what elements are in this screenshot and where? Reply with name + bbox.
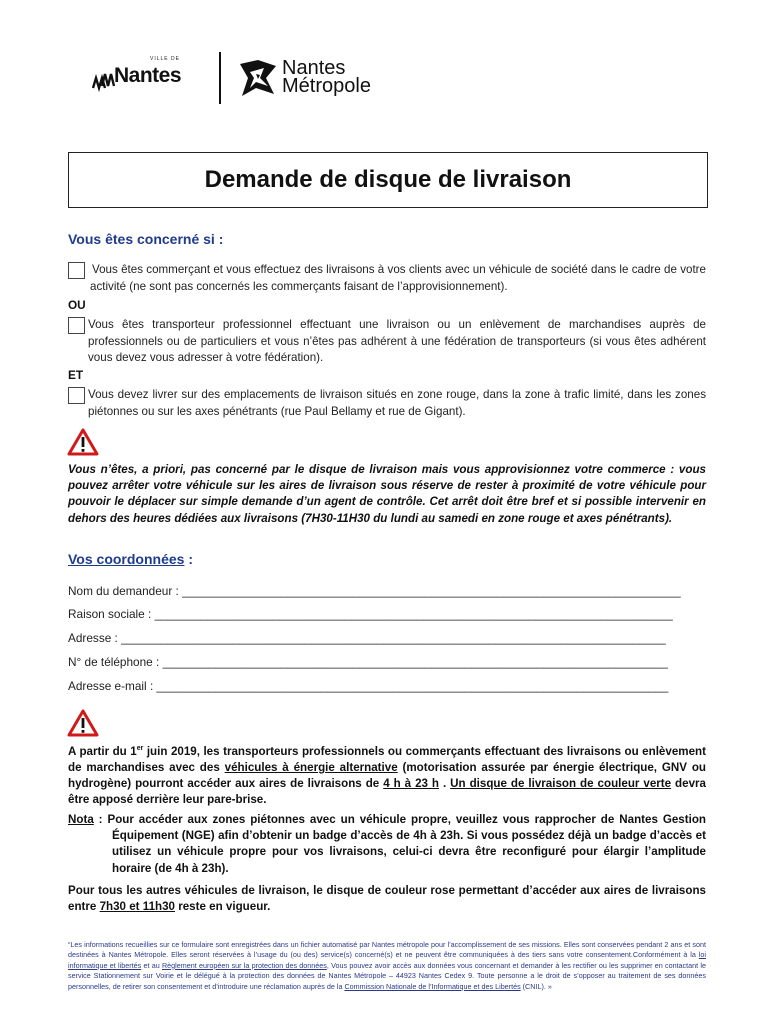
info-p3-hours: 7h30 et 11h30 [99, 900, 175, 914]
field-adresse-label: Adresse : [68, 631, 122, 645]
option1-checkbox[interactable] [68, 262, 85, 279]
option3-checkbox[interactable] [68, 387, 85, 404]
concerned-heading: Vous êtes concerné si : [68, 231, 224, 247]
option2-checkbox[interactable] [68, 317, 85, 334]
nota-paragraph [68, 812, 706, 877]
field-telephone-line[interactable]: _____________________________________________________________________________ [162, 655, 668, 669]
field-email[interactable] [68, 679, 692, 693]
energie-alternative-paragraph [68, 741, 706, 809]
field-nom[interactable] [68, 584, 692, 598]
warning-icon-2 [67, 709, 99, 737]
option2-text: Vous êtes transporteur professionnel effectuant une livraison ou un enlèvement de marchandises auprès de professionnels ou de particuliers et vous n’êtes pas adhérent à une fédération de transporteurs (si vous êtes adhérent vous devez vous adresser à votre fédération). [88, 318, 706, 364]
field-adresse-line[interactable]: ___________________________________________________________________________________ [121, 631, 666, 645]
field-nom-label: Nom du demandeur : [68, 584, 183, 598]
warning-approvisionnement-text: Vous n’êtes, a priori, pas concerné par le disque de livraison mais vous approvisionnez votre commerce : vous pouvez arrêter votre véhicule sur les aires de livraison sous réserve de rester à proximité de votre véhicule pour pouvoir le déplacer sur simple demande d’un agent de contrôle. Cet arrêt doit être bref et si possible intervenir en dehors des heures dédiées aux livraisons (7H30-11H30 du lundi au samedi en zone rouge et axes pénétrants). [68, 463, 706, 525]
info-p1-d: . [439, 777, 451, 791]
coords-heading [68, 551, 193, 567]
info-p3-b: reste en vigueur. [175, 900, 271, 914]
coords-heading-suffix: : [184, 551, 193, 567]
ville-name: Nantes [114, 64, 182, 87]
ville-de-nantes-logo [92, 56, 202, 96]
or-label: OU [68, 298, 86, 312]
loi-informatique-link[interactable]: loi informatique et libertés [68, 950, 706, 970]
and-label: ET [68, 368, 84, 382]
field-email-line[interactable]: ______________________________________________________________________________ [156, 679, 669, 693]
logo-divider [219, 52, 221, 104]
footer-d: (CNIL). » [520, 981, 552, 991]
metropole-line2: Métropole [282, 75, 371, 97]
rgpd-link[interactable]: Règlement européen sur la protection des données [161, 960, 327, 970]
footer-b: et au [141, 960, 162, 970]
field-raison-label: Raison sociale : [68, 607, 155, 621]
warning-icon [67, 428, 99, 456]
info-p1-b: juin 2019, les transporteurs professionnels ou commerçants effectuant des livraisons ou enlèvement de marchandises avec des [68, 744, 706, 775]
info-p1-e: devra être apposé derrière leur pare-brise. [68, 777, 706, 807]
page-title: Demande de disque de livraison [204, 166, 572, 193]
disque-rose-paragraph [68, 883, 706, 915]
option1-text: Vous êtes commerçant et vous effectuez des livraisons à vos clients avec un véhicule de société dans le cadre de votre activité (ne sont pas concernés les commerçants faisant de l’approvisionnement). [90, 263, 706, 293]
field-nom-line[interactable]: ____________________________________________________________________________ [182, 584, 681, 598]
info-p1-hours: 4 h à 23 h [383, 777, 440, 791]
ville-de-label: VILLE DE [150, 56, 180, 62]
footer-c: , Vous pouvez avoir accès aux données vous concernant et demander à les rectifier ou les supprimer en contactant le service Stationnement sur Voirie et le délégué à la protection des données de Nantes Métropole – 44923 Nantes Cedex 9. Toute personne a le droit de s’opposer au traitement de ses données personnelles, de retirer son consentement et d’introduire une réclamation auprès de la [68, 960, 706, 991]
metropole-emblem-icon [236, 56, 280, 100]
field-adresse[interactable] [68, 631, 692, 645]
field-raison-line[interactable]: _______________________________________________________________________________ [154, 607, 673, 621]
vehicules-energie-alternative-link[interactable]: véhicules à énergie alternative [224, 761, 398, 775]
footer-a: “Les informations recueillies sur ce formulaire sont enregistrées dans un fichier automatisé par Nantes métropole pour l’accomplissement de ses missions. Elles sont conservées pendant 2 ans et sont destinées à Nantes Métropole. Elles seront réservées à l’usage du (ou des) service(s) concerné(s) et ne peuvent être communiquées à des tiers sans votre consentement.Conformément à la [68, 940, 706, 960]
field-email-label: Adresse e-mail : [68, 679, 157, 693]
nantes-waves-icon [92, 70, 116, 92]
disque-vert-text: Un disque de livraison de couleur verte [450, 777, 672, 791]
cnil-link[interactable]: Commission Nationale de l’Informatique et des Libertés [344, 981, 521, 991]
footer-rgpd-notice [68, 940, 706, 992]
metropole-line1: Nantes [282, 57, 346, 79]
nantes-metropole-logo [236, 56, 416, 102]
field-raison-sociale[interactable] [68, 607, 692, 621]
nota-text: : Pour accéder aux zones piétonnes avec un véhicule propre, veuillez vous rapprocher de Nantes Gestion Équipement (NGE) afin d’obtenir un badge d’accès de 4h à 23h. Si vous possédez déjà un badge d’accès et utilisez un véhicule propre pour vos livraisons, celui-ci devra être reconfiguré pour élargir l’amplitude horaire (de 4h à 23h). [93, 813, 706, 875]
info-p3-a: Pour tous les autres véhicules de livraison, le disque de couleur rose permettant d’accéder aux aires de livraisons entre [68, 884, 706, 914]
info-p1-a: A partir du 1 [68, 744, 137, 758]
field-telephone[interactable] [68, 655, 688, 669]
field-telephone-label: N° de téléphone : [68, 655, 163, 669]
info-p1-sup: er [136, 745, 144, 752]
title-box [68, 152, 708, 208]
coords-heading-text: Vos coordonnées [68, 551, 185, 567]
info-p1-c: (motorisation assurée par énergie électrique, GNV ou hydrogène) pourront accéder aux aires de livraisons de [68, 761, 706, 791]
nota-label: Nota [68, 813, 94, 826]
option3-text: Vous devez livrer sur des emplacements de livraison situés en zone rouge, dans la zone à trafic limité, dans les zones piétonnes ou sur les axes pénétrants (rue Paul Bellamy et rue de Gigant). [88, 388, 706, 418]
